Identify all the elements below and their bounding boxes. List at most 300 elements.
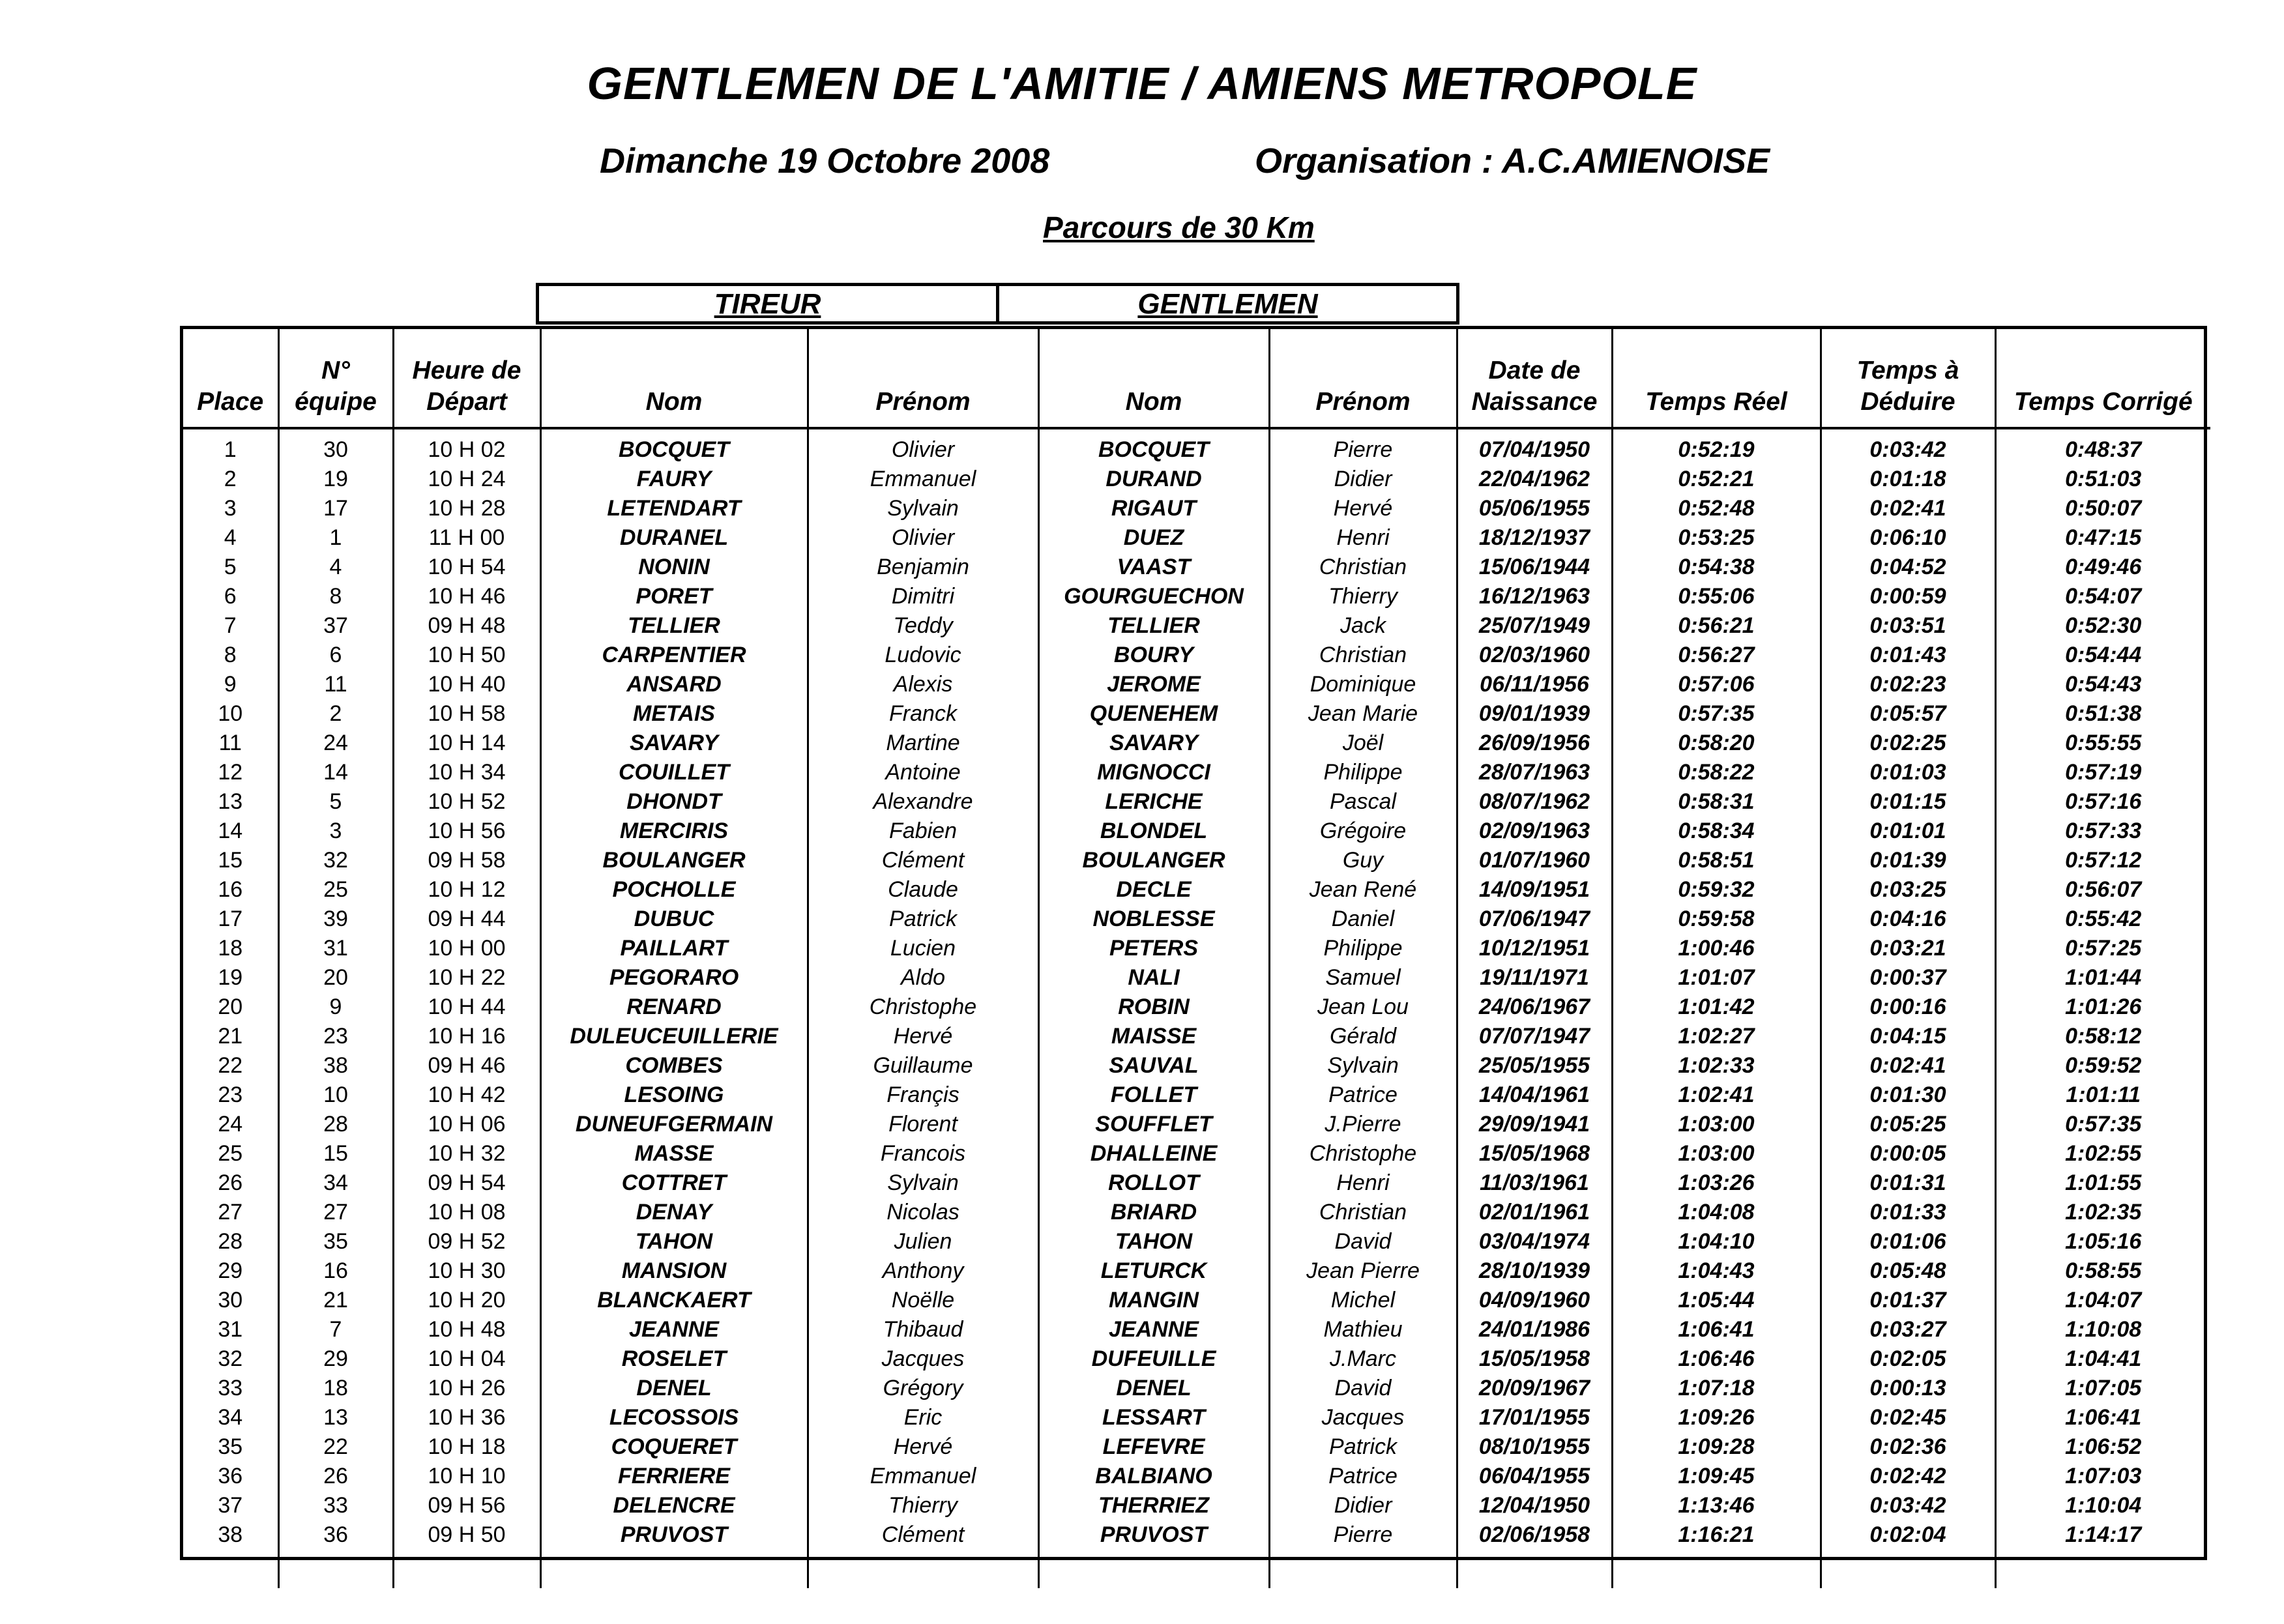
depart-cell: 10 H 54 [393, 552, 540, 581]
tireur-prenom-cell: Benjamin [808, 552, 1038, 581]
place-cell: 31 [218, 1316, 243, 1342]
table-row [183, 1402, 2210, 1432]
temps-corrige-cell: 1:02:55 [1995, 1138, 2210, 1168]
tireur-nom-cell: POCHOLLE [540, 875, 808, 904]
table-row [183, 1373, 2210, 1402]
place-cell: 14 [218, 818, 243, 843]
temps-corrige-cell: 1:06:41 [1995, 1402, 2210, 1432]
gentlemen-nom-cell: JEROME [1038, 669, 1269, 699]
temps-deduire-cell: 0:02:42 [1821, 1461, 1995, 1490]
temps-deduire-cell: 0:05:25 [1821, 1109, 1995, 1138]
gentlemen-prenom-cell: Jean René [1269, 875, 1457, 904]
depart-cell: 10 H 52 [393, 787, 540, 816]
equipe-cell: 3 [278, 816, 393, 845]
tireur-nom-cell: RENARD [540, 992, 808, 1021]
temps-corrige-cell: 0:47:15 [1995, 523, 2210, 552]
tireur-prenom-cell: Sylvain [808, 493, 1038, 523]
temps-deduire-cell: 0:03:25 [1821, 875, 1995, 904]
page-title: GENTLEMEN DE L'AMITIE / AMIENS METROPOLE [587, 58, 1697, 109]
depart-cell: 10 H 50 [393, 640, 540, 669]
gentlemen-nom-cell: BOULANGER [1038, 845, 1269, 875]
temps-corrige-cell: 0:58:12 [1995, 1021, 2210, 1051]
temps-deduire-cell: 0:02:04 [1821, 1520, 1995, 1549]
place-cell: 11 [218, 730, 242, 755]
table-row [183, 1432, 2210, 1461]
tireur-nom-cell: DHONDT [540, 787, 808, 816]
temps-corrige-cell: 1:04:41 [1995, 1344, 2210, 1373]
gentlemen-nom-cell: BOURY [1038, 640, 1269, 669]
temps-corrige-cell: 0:48:37 [1995, 428, 2210, 464]
naissance-cell: 22/04/1962 [1457, 464, 1612, 493]
temps-reel-cell: 0:58:20 [1612, 728, 1821, 757]
temps-deduire-cell: 0:02:05 [1821, 1344, 1995, 1373]
col-gentlemen-prenom: Prénom [1269, 329, 1457, 428]
tireur-nom-cell: LESOING [540, 1080, 808, 1109]
place-cell: 23 [218, 1082, 243, 1107]
table-header-row [183, 329, 2210, 428]
naissance-cell: 24/06/1967 [1457, 992, 1612, 1021]
depart-cell: 10 H 34 [393, 757, 540, 787]
gentlemen-prenom-cell: Patrice [1269, 1080, 1457, 1109]
gentlemen-prenom-cell: J.Pierre [1269, 1109, 1457, 1138]
equipe-cell: 27 [278, 1197, 393, 1226]
depart-cell: 10 H 06 [393, 1109, 540, 1138]
temps-corrige-cell: 1:07:05 [1995, 1373, 2210, 1402]
table-row [183, 552, 2210, 581]
tireur-prenom-cell: Françis [808, 1080, 1038, 1109]
equipe-cell: 11 [278, 669, 393, 699]
equipe-cell: 24 [278, 728, 393, 757]
tireur-nom-cell: DELENCRE [540, 1490, 808, 1520]
depart-cell: 10 H 28 [393, 493, 540, 523]
tireur-prenom-cell: Martine [808, 728, 1038, 757]
col-gentlemen-nom: Nom [1038, 329, 1269, 428]
table-filler [183, 1549, 2210, 1588]
gentlemen-prenom-cell: David [1269, 1226, 1457, 1256]
place-cell: 17 [218, 906, 243, 931]
temps-corrige-cell: 1:10:04 [1995, 1490, 2210, 1520]
temps-reel-cell: 1:04:43 [1612, 1256, 1821, 1285]
gentlemen-nom-cell: MAISSE [1038, 1021, 1269, 1051]
gentlemen-prenom-cell: Hervé [1269, 493, 1457, 523]
place-cell: 29 [218, 1258, 243, 1283]
gentlemen-nom-cell: RIGAUT [1038, 493, 1269, 523]
equipe-cell: 19 [278, 464, 393, 493]
gentlemen-prenom-cell: Jean Lou [1269, 992, 1457, 1021]
tireur-prenom-cell: Grégory [808, 1373, 1038, 1402]
gentlemen-nom-cell: THERRIEZ [1038, 1490, 1269, 1520]
naissance-cell: 07/06/1947 [1457, 904, 1612, 933]
depart-cell: 10 H 18 [393, 1432, 540, 1461]
temps-reel-cell: 0:52:19 [1612, 428, 1821, 464]
col-equipe: N° équipe [278, 329, 393, 428]
col-place: Place [183, 329, 278, 428]
equipe-cell: 18 [278, 1373, 393, 1402]
temps-reel-cell: 0:56:27 [1612, 640, 1821, 669]
equipe-cell: 13 [278, 1402, 393, 1432]
place-cell: 20 [218, 994, 243, 1019]
table-row [183, 757, 2210, 787]
temps-reel-cell: 1:03:00 [1612, 1138, 1821, 1168]
naissance-cell: 12/04/1950 [1457, 1490, 1612, 1520]
gentlemen-prenom-cell: Jacques [1269, 1402, 1457, 1432]
tireur-nom-cell: PAILLART [540, 933, 808, 963]
course-title: Parcours de 30 Km [1043, 210, 1315, 244]
filler-cell [393, 1549, 540, 1588]
temps-reel-cell: 1:00:46 [1612, 933, 1821, 963]
tireur-nom-cell: DUNEUFGERMAIN [540, 1109, 808, 1138]
filler-cell [540, 1549, 808, 1588]
depart-cell: 10 H 26 [393, 1373, 540, 1402]
place-cell: 28 [218, 1228, 243, 1254]
temps-deduire-cell: 0:04:15 [1821, 1021, 1995, 1051]
naissance-cell: 14/09/1951 [1457, 875, 1612, 904]
tireur-prenom-cell: Guillaume [808, 1051, 1038, 1080]
naissance-cell: 02/01/1961 [1457, 1197, 1612, 1226]
temps-reel-cell: 0:52:48 [1612, 493, 1821, 523]
tireur-nom-cell: METAIS [540, 699, 808, 728]
temps-corrige-cell: 0:57:12 [1995, 845, 2210, 875]
equipe-cell: 7 [278, 1314, 393, 1344]
temps-corrige-cell: 1:01:11 [1995, 1080, 2210, 1109]
tireur-nom-cell: DULEUCEUILLERIE [540, 1021, 808, 1051]
gentlemen-prenom-cell: Samuel [1269, 963, 1457, 992]
gentlemen-prenom-cell: Pierre [1269, 1520, 1457, 1549]
gentlemen-prenom-cell: J.Marc [1269, 1344, 1457, 1373]
depart-cell: 09 H 54 [393, 1168, 540, 1197]
tireur-prenom-cell: Dimitri [808, 581, 1038, 611]
tireur-nom-cell: PORET [540, 581, 808, 611]
gentlemen-prenom-cell: Pierre [1269, 428, 1457, 464]
temps-reel-cell: 1:01:07 [1612, 963, 1821, 992]
equipe-cell: 14 [278, 757, 393, 787]
tireur-nom-cell: ANSARD [540, 669, 808, 699]
gentlemen-nom-cell: LESSART [1038, 1402, 1269, 1432]
table-row [183, 611, 2210, 640]
temps-corrige-cell: 0:57:33 [1995, 816, 2210, 845]
equipe-cell: 22 [278, 1432, 393, 1461]
naissance-cell: 04/09/1960 [1457, 1285, 1612, 1314]
equipe-cell: 1 [278, 523, 393, 552]
table-row [183, 816, 2210, 845]
depart-cell: 10 H 36 [393, 1402, 540, 1432]
depart-cell: 10 H 40 [393, 669, 540, 699]
depart-cell: 10 H 10 [393, 1461, 540, 1490]
temps-reel-cell: 1:06:41 [1612, 1314, 1821, 1344]
depart-cell: 10 H 48 [393, 1314, 540, 1344]
temps-deduire-cell: 0:03:27 [1821, 1314, 1995, 1344]
naissance-cell: 24/01/1986 [1457, 1314, 1612, 1344]
gentlemen-nom-cell: VAAST [1038, 552, 1269, 581]
place-cell: 36 [218, 1463, 243, 1488]
gentlemen-nom-cell: JEANNE [1038, 1314, 1269, 1344]
temps-deduire-cell: 0:02:23 [1821, 669, 1995, 699]
depart-cell: 09 H 52 [393, 1226, 540, 1256]
temps-reel-cell: 1:05:44 [1612, 1285, 1821, 1314]
gentlemen-nom-cell: LEFEVRE [1038, 1432, 1269, 1461]
temps-deduire-cell: 0:03:42 [1821, 1490, 1995, 1520]
tireur-prenom-cell: Thierry [808, 1490, 1038, 1520]
naissance-cell: 28/07/1963 [1457, 757, 1612, 787]
naissance-cell: 15/05/1958 [1457, 1344, 1612, 1373]
gentlemen-nom-cell: MIGNOCCI [1038, 757, 1269, 787]
temps-corrige-cell: 1:02:35 [1995, 1197, 2210, 1226]
temps-corrige-cell: 0:57:35 [1995, 1109, 2210, 1138]
gentlemen-nom-cell: ROBIN [1038, 992, 1269, 1021]
tireur-prenom-cell: Clément [808, 1520, 1038, 1549]
gentlemen-nom-cell: DURAND [1038, 464, 1269, 493]
tireur-nom-cell: TAHON [540, 1226, 808, 1256]
gentlemen-nom-cell: FOLLET [1038, 1080, 1269, 1109]
temps-deduire-cell: 0:02:36 [1821, 1432, 1995, 1461]
naissance-cell: 17/01/1955 [1457, 1402, 1612, 1432]
tireur-prenom-cell: Ludovic [808, 640, 1038, 669]
place-cell: 10 [218, 701, 243, 726]
tireur-nom-cell: DUBUC [540, 904, 808, 933]
temps-deduire-cell: 0:01:43 [1821, 640, 1995, 669]
equipe-cell: 6 [278, 640, 393, 669]
group-header-tireur: TIREUR [536, 283, 999, 325]
tireur-nom-cell: COQUERET [540, 1432, 808, 1461]
temps-deduire-cell: 0:01:31 [1821, 1168, 1995, 1197]
table-row [183, 787, 2210, 816]
tireur-nom-cell: BOULANGER [540, 845, 808, 875]
depart-cell: 10 H 16 [393, 1021, 540, 1051]
event-date: Dimanche 19 Octobre 2008 [600, 141, 1050, 181]
temps-deduire-cell: 0:06:10 [1821, 523, 1995, 552]
temps-corrige-cell: 1:07:03 [1995, 1461, 2210, 1490]
gentlemen-nom-cell: GOURGUECHON [1038, 581, 1269, 611]
place-cell: 2 [224, 466, 237, 491]
equipe-cell: 32 [278, 845, 393, 875]
temps-deduire-cell: 0:00:37 [1821, 963, 1995, 992]
tireur-nom-cell: MANSION [540, 1256, 808, 1285]
tireur-prenom-cell: Hervé [808, 1021, 1038, 1051]
table-row [183, 523, 2210, 552]
temps-reel-cell: 0:52:21 [1612, 464, 1821, 493]
naissance-cell: 29/09/1941 [1457, 1109, 1612, 1138]
tireur-nom-cell: JEANNE [540, 1314, 808, 1344]
depart-cell: 09 H 58 [393, 845, 540, 875]
tireur-prenom-cell: Nicolas [808, 1197, 1038, 1226]
temps-reel-cell: 0:58:31 [1612, 787, 1821, 816]
naissance-cell: 16/12/1963 [1457, 581, 1612, 611]
place-cell: 33 [218, 1375, 243, 1400]
filler-cell [278, 1549, 393, 1588]
gentlemen-prenom-cell: Mathieu [1269, 1314, 1457, 1344]
col-tireur-nom: Nom [540, 329, 808, 428]
depart-cell: 10 H 22 [393, 963, 540, 992]
tireur-nom-cell: TELLIER [540, 611, 808, 640]
table-row [183, 1344, 2210, 1373]
temps-deduire-cell: 0:02:41 [1821, 493, 1995, 523]
place-cell: 24 [218, 1111, 243, 1137]
filler-cell [1038, 1549, 1269, 1588]
tireur-prenom-cell: Julien [808, 1226, 1038, 1256]
temps-reel-cell: 1:04:10 [1612, 1226, 1821, 1256]
depart-cell: 10 H 44 [393, 992, 540, 1021]
temps-reel-cell: 1:03:00 [1612, 1109, 1821, 1138]
tireur-nom-cell: ROSELET [540, 1344, 808, 1373]
naissance-cell: 03/04/1974 [1457, 1226, 1612, 1256]
naissance-cell: 25/05/1955 [1457, 1051, 1612, 1080]
depart-cell: 11 H 00 [393, 523, 540, 552]
table-row [183, 1520, 2210, 1549]
gentlemen-prenom-cell: Christian [1269, 552, 1457, 581]
gentlemen-nom-cell: BRIARD [1038, 1197, 1269, 1226]
tireur-prenom-cell: Jacques [808, 1344, 1038, 1373]
depart-cell: 10 H 20 [393, 1285, 540, 1314]
tireur-prenom-cell: Claude [808, 875, 1038, 904]
place-cell: 37 [218, 1492, 243, 1518]
temps-reel-cell: 1:03:26 [1612, 1168, 1821, 1197]
depart-cell: 10 H 58 [393, 699, 540, 728]
equipe-cell: 29 [278, 1344, 393, 1373]
gentlemen-nom-cell: DENEL [1038, 1373, 1269, 1402]
temps-corrige-cell: 1:05:16 [1995, 1226, 2210, 1256]
naissance-cell: 07/07/1947 [1457, 1021, 1612, 1051]
table-row [183, 669, 2210, 699]
col-temps-corrige: Temps Corrigé [1995, 329, 2210, 428]
place-cell: 30 [218, 1287, 243, 1312]
place-cell: 27 [218, 1199, 243, 1225]
place-cell: 13 [218, 789, 243, 814]
gentlemen-prenom-cell: Philippe [1269, 757, 1457, 787]
table-row [183, 1138, 2210, 1168]
equipe-cell: 2 [278, 699, 393, 728]
gentlemen-nom-cell: SAVARY [1038, 728, 1269, 757]
tireur-prenom-cell: Franck [808, 699, 1038, 728]
gentlemen-prenom-cell: Grégoire [1269, 816, 1457, 845]
depart-cell: 09 H 50 [393, 1520, 540, 1549]
equipe-cell: 37 [278, 611, 393, 640]
temps-deduire-cell: 0:01:01 [1821, 816, 1995, 845]
equipe-cell: 28 [278, 1109, 393, 1138]
tireur-nom-cell: BOCQUET [540, 428, 808, 464]
equipe-cell: 31 [278, 933, 393, 963]
gentlemen-nom-cell: SAUVAL [1038, 1051, 1269, 1080]
tireur-nom-cell: DENAY [540, 1197, 808, 1226]
place-cell: 34 [218, 1404, 243, 1430]
equipe-cell: 9 [278, 992, 393, 1021]
place-cell: 38 [218, 1522, 243, 1547]
temps-reel-cell: 0:57:06 [1612, 669, 1821, 699]
place-cell: 7 [224, 613, 237, 638]
gentlemen-nom-cell: DECLE [1038, 875, 1269, 904]
naissance-cell: 15/05/1968 [1457, 1138, 1612, 1168]
temps-deduire-cell: 0:05:57 [1821, 699, 1995, 728]
col-temps-deduire: Temps à Déduire [1821, 329, 1995, 428]
table-row [183, 963, 2210, 992]
equipe-cell: 10 [278, 1080, 393, 1109]
temps-corrige-cell: 0:59:52 [1995, 1051, 2210, 1080]
temps-corrige-cell: 0:54:44 [1995, 640, 2210, 669]
temps-deduire-cell: 0:00:05 [1821, 1138, 1995, 1168]
temps-deduire-cell: 0:04:52 [1821, 552, 1995, 581]
gentlemen-prenom-cell: Henri [1269, 523, 1457, 552]
temps-reel-cell: 0:57:35 [1612, 699, 1821, 728]
naissance-cell: 26/09/1956 [1457, 728, 1612, 757]
gentlemen-nom-cell: DUFEUILLE [1038, 1344, 1269, 1373]
temps-deduire-cell: 0:01:30 [1821, 1080, 1995, 1109]
table-row [183, 992, 2210, 1021]
temps-corrige-cell: 0:51:38 [1995, 699, 2210, 728]
temps-corrige-cell: 1:04:07 [1995, 1285, 2210, 1314]
depart-cell: 10 H 30 [393, 1256, 540, 1285]
equipe-cell: 36 [278, 1520, 393, 1549]
temps-reel-cell: 1:09:26 [1612, 1402, 1821, 1432]
naissance-cell: 18/12/1937 [1457, 523, 1612, 552]
depart-cell: 10 H 14 [393, 728, 540, 757]
table-row [183, 904, 2210, 933]
filler-cell [1269, 1549, 1457, 1588]
tireur-prenom-cell: Alexis [808, 669, 1038, 699]
table-row [183, 728, 2210, 757]
temps-deduire-cell: 0:05:48 [1821, 1256, 1995, 1285]
naissance-cell: 07/04/1950 [1457, 428, 1612, 464]
place-cell: 9 [224, 671, 237, 697]
temps-reel-cell: 1:02:27 [1612, 1021, 1821, 1051]
naissance-cell: 10/12/1951 [1457, 933, 1612, 963]
tireur-prenom-cell: Antoine [808, 757, 1038, 787]
table-row [183, 581, 2210, 611]
temps-corrige-cell: 1:01:44 [1995, 963, 2210, 992]
tireur-prenom-cell: Sylvain [808, 1168, 1038, 1197]
naissance-cell: 06/04/1955 [1457, 1461, 1612, 1490]
gentlemen-nom-cell: PRUVOST [1038, 1520, 1269, 1549]
depart-cell: 10 H 56 [393, 816, 540, 845]
temps-deduire-cell: 0:01:06 [1821, 1226, 1995, 1256]
equipe-cell: 30 [278, 428, 393, 464]
tireur-nom-cell: COTTRET [540, 1168, 808, 1197]
gentlemen-prenom-cell: Thierry [1269, 581, 1457, 611]
table-row [183, 640, 2210, 669]
temps-deduire-cell: 0:03:51 [1821, 611, 1995, 640]
temps-corrige-cell: 1:14:17 [1995, 1520, 2210, 1549]
temps-reel-cell: 1:02:41 [1612, 1080, 1821, 1109]
temps-reel-cell: 0:59:32 [1612, 875, 1821, 904]
depart-cell: 10 H 04 [393, 1344, 540, 1373]
gentlemen-prenom-cell: Jean Pierre [1269, 1256, 1457, 1285]
table-row [183, 1285, 2210, 1314]
temps-corrige-cell: 0:55:42 [1995, 904, 2210, 933]
temps-reel-cell: 1:13:46 [1612, 1490, 1821, 1520]
temps-corrige-cell: 0:57:25 [1995, 933, 2210, 963]
gentlemen-prenom-cell: Michel [1269, 1285, 1457, 1314]
equipe-cell: 34 [278, 1168, 393, 1197]
tireur-nom-cell: MASSE [540, 1138, 808, 1168]
temps-corrige-cell: 1:10:08 [1995, 1314, 2210, 1344]
table-row [183, 1461, 2210, 1490]
tireur-prenom-cell: Emmanuel [808, 1461, 1038, 1490]
gentlemen-prenom-cell: Jack [1269, 611, 1457, 640]
gentlemen-nom-cell: MANGIN [1038, 1285, 1269, 1314]
temps-deduire-cell: 0:02:25 [1821, 728, 1995, 757]
temps-reel-cell: 1:02:33 [1612, 1051, 1821, 1080]
temps-deduire-cell: 0:03:42 [1821, 428, 1995, 464]
table-row [183, 1021, 2210, 1051]
temps-reel-cell: 1:09:45 [1612, 1461, 1821, 1490]
tireur-prenom-cell: Thibaud [808, 1314, 1038, 1344]
temps-reel-cell: 0:53:25 [1612, 523, 1821, 552]
tireur-nom-cell: SAVARY [540, 728, 808, 757]
tireur-nom-cell: DENEL [540, 1373, 808, 1402]
depart-cell: 10 H 46 [393, 581, 540, 611]
equipe-cell: 33 [278, 1490, 393, 1520]
gentlemen-prenom-cell: David [1269, 1373, 1457, 1402]
tireur-nom-cell: BLANCKAERT [540, 1285, 808, 1314]
gentlemen-nom-cell: LETURCK [1038, 1256, 1269, 1285]
